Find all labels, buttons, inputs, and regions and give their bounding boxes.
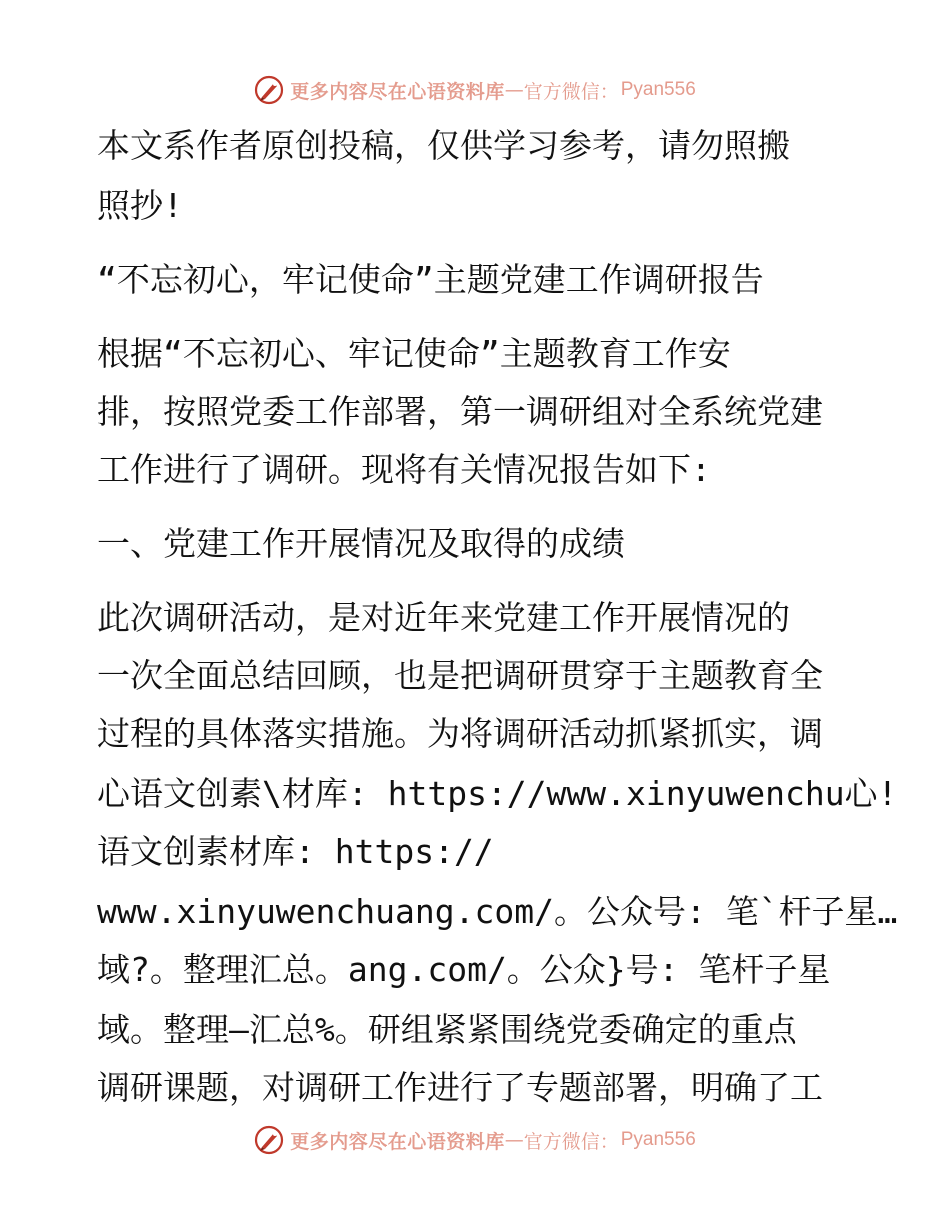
watermark-dash: — — [504, 1129, 524, 1151]
quill-pen-logo-icon — [254, 75, 284, 105]
doc-line: 此次调研活动，是对近年来党建工作开展情况的 — [97, 598, 790, 637]
doc-line: 心语文创素\材库: https://www.xinyuwenchu心! — [97, 774, 898, 813]
doc-line: 工作进行了调研。现将有关情况报告如下: — [97, 450, 711, 489]
watermark-brand-text: 更多内容尽在心语资料库 — [290, 80, 505, 103]
watermark-wechat-id: Pyan556 — [620, 1129, 696, 1150]
doc-line: 调研课题，对调研工作进行了专题部署，明确了工 — [97, 1068, 823, 1107]
doc-line: 根据“不忘初心、牢记使命”主题教育工作安 — [97, 334, 731, 373]
doc-line: 本文系作者原创投稿，仅供学习参考，请勿照搬 — [97, 126, 790, 165]
doc-line: 一、党建工作开展情况及取得的成绩 — [97, 524, 625, 563]
watermark-brand-text: 更多内容尽在心语资料库 — [290, 1130, 505, 1153]
doc-line: “不忘初心，牢记使命”主题党建工作调研报告 — [97, 260, 764, 299]
watermark-wechat-label: 官方微信： — [523, 1130, 619, 1153]
doc-line: 照抄! — [97, 186, 183, 225]
watermark-wechat-id: Pyan556 — [620, 79, 696, 100]
header-watermark — [0, 70, 950, 110]
doc-line: 一次全面总结回顾，也是把调研贯穿于主题教育全 — [97, 656, 823, 695]
watermark-wechat-label: 官方微信： — [523, 80, 619, 103]
doc-line: 域。整理—汇总%。研组紧紧围绕党委确定的重点 — [97, 1010, 797, 1049]
doc-line: 域?。整理汇总。ang.com/。公众}号: 笔杆子星 — [97, 950, 831, 989]
doc-line: www.xinyuwenchuang.com/。公众号: 笔`杆子星… — [97, 892, 898, 931]
footer-watermark — [0, 1120, 950, 1160]
doc-line: 排，按照党委工作部署，第一调研组对全系统党建 — [97, 392, 823, 431]
doc-line: 过程的具体落实措施。为将调研活动抓紧抓实，调 — [97, 714, 823, 753]
watermark-dash: — — [504, 79, 524, 101]
quill-pen-logo-icon — [254, 1125, 284, 1155]
doc-line: 语文创素材库: https:// — [97, 832, 494, 871]
